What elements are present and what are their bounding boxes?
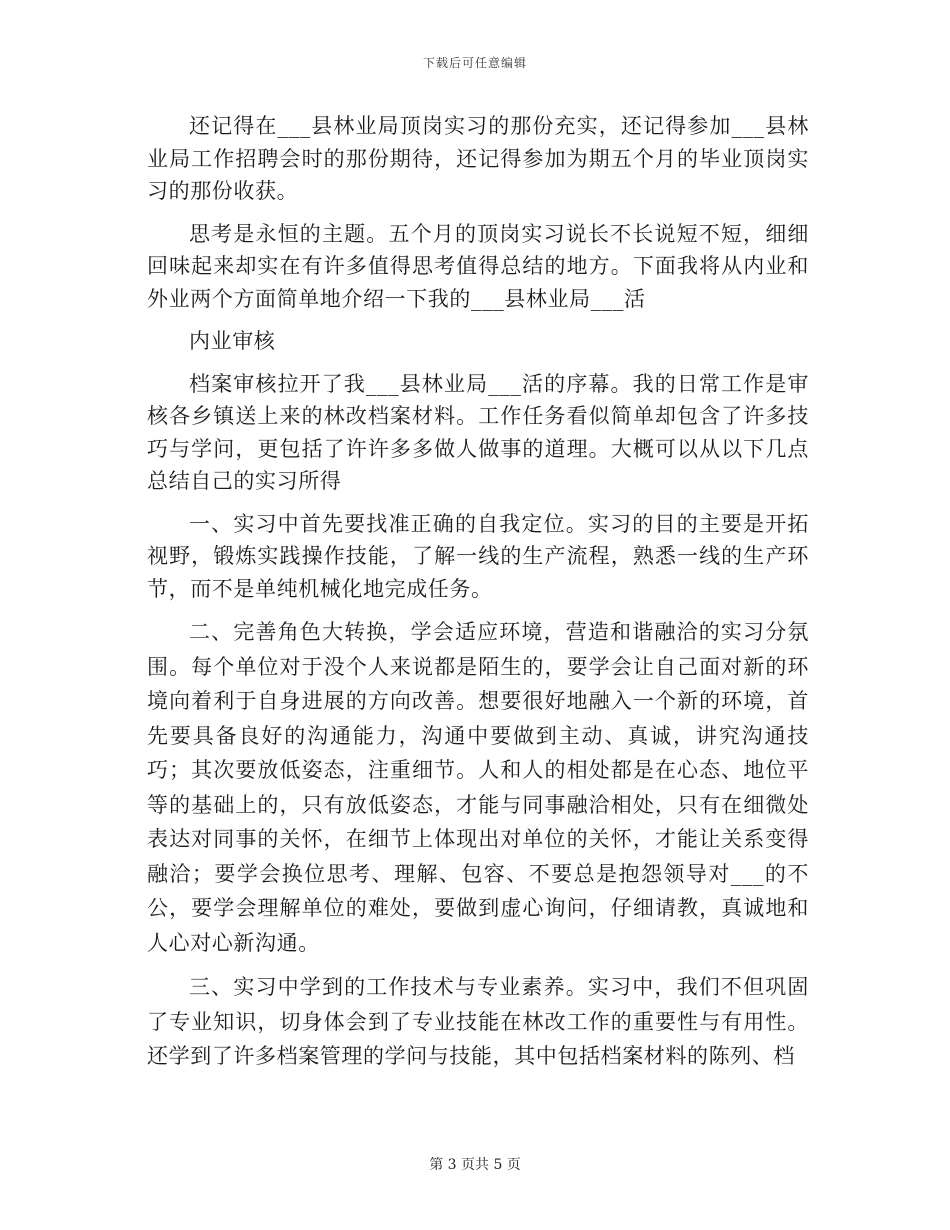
page-number: 第 3 页共 5 页 (429, 1157, 521, 1173)
paragraph-4: 一、实习中首先要找准正确的自我定位。实习的目的主要是开拓视野，锻炼实践操作技能，了解一线的生产流程，熟悉一线的生产环节，而不是单纯机械化地完成任务。 (147, 511, 809, 601)
paragraph-3: 档案审核拉开了我___县林业局___活的序幕。我的日常工作是审核各乡镇送上来的林改档案材料。工作任务看似简单却包含了许多技巧与学问，更包括了许许多多做人做事的道理。大概可以从以下几点总结自己的实习所得 (147, 371, 809, 493)
paragraph-2: 思考是永恒的主题。五个月的顶岗实习说长不长说短不短，细细回味起来却实在有许多值得思考值得总结的地方。下面我将从内业和外业两个方面简单地介绍一下我的___县林业局___活 (147, 221, 809, 311)
paragraph-5: 二、完善角色大转换，学会适应环境，营造和谐融洽的实习分氛围。每个单位对于没个人来说都是陌生的，要学会让自己面对新的环境向着利于自身进展的方向改善。想要很好地融入一个新的环境，首先要具备良好的沟通能力，沟通中要做到主动、真诚，讲究沟通技巧；其次要放低姿态，注重细节。人和人的相处都是在心态、地位平等的基础上的，只有放低姿态，才能与同事融洽相处，只有在细微处表达对同事的关怀，在细节上体现出对单位的关怀，才能让关系变得融洽；要学会换位思考、理解、包容、不要总是抱怨领导对___的不公，要学会理解单位的难处，要做到虚心询问，仔细请教，真诚地和人心对心新沟通。 (147, 620, 809, 955)
document-body (147, 110, 809, 1074)
paragraph-1: 还记得在___县林业局顶岗实习的那份充实，还记得参加___县林业局工作招聘会时的那份期待，还记得参加为期五个月的毕业顶岗实习的那份收获。 (147, 114, 809, 203)
page-header-note: 下载后可任意编辑 (422, 56, 527, 70)
section-heading: 内业审核 (189, 329, 276, 353)
paragraph-6: 三、实习中学到的工作技术与专业素养。实习中，我们不但巩固了专业知识，切身体会到了专业技能在林改工作的重要性与有用性。还学到了许多档案管理的学问与技能，其中包括档案材料的陈列、档 (147, 975, 809, 1068)
